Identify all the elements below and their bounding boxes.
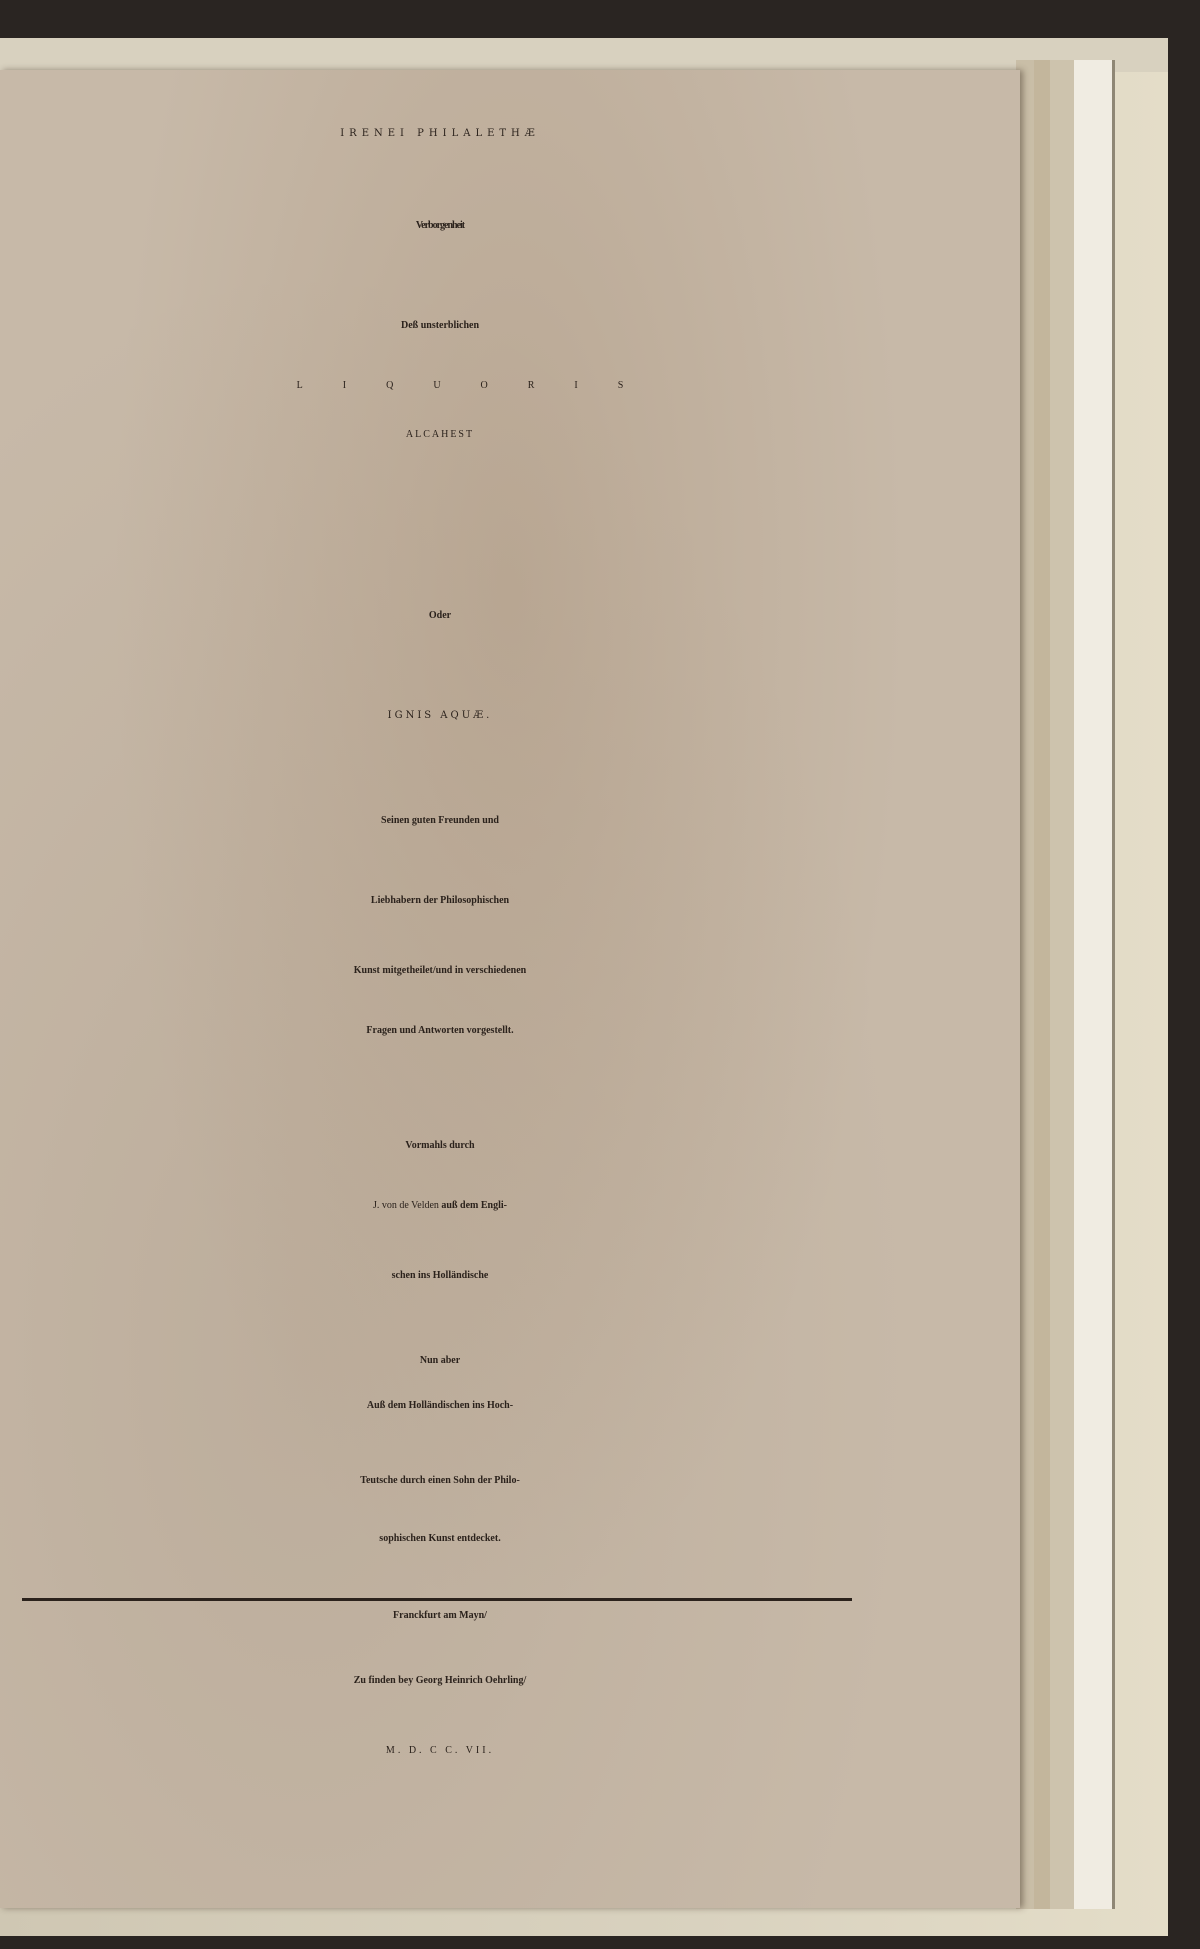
- ignis-aquae-line: IGNIS AQUÆ.: [387, 710, 493, 721]
- page-edge: [1050, 60, 1076, 1909]
- mount-top-edge: [0, 38, 1168, 72]
- translator-line: [0, 1200, 880, 1211]
- imprint-year: M. D. C C. VII.: [385, 1745, 495, 1756]
- subtitle-line: Deß unsterblichen: [400, 320, 480, 331]
- imprint-divider: [22, 1598, 852, 1601]
- title-page: [0, 70, 1020, 1908]
- imprint-place: Franckfurt am Mayn/: [393, 1610, 487, 1621]
- nun-aber-line: Nun aber: [419, 1355, 461, 1366]
- oder-line: Oder: [428, 610, 452, 621]
- liquoris-line: LIQUORIS: [296, 380, 664, 391]
- alcahest-heading: ALCAHEST: [405, 429, 475, 440]
- vormahls-line: Vormahls durch: [405, 1140, 475, 1151]
- auss-line: Auß dem Holländischen ins Hoch-: [366, 1400, 514, 1411]
- dedication-line-4: Fragen und Antworten vorgestellt.: [366, 1025, 514, 1036]
- translator-rest: auß dem Engli-: [441, 1200, 507, 1211]
- dedication-line-3: Kunst mitgetheilet/und in verschiedenen: [353, 965, 527, 976]
- imprint-publisher: Zu finden bey Georg Heinrich Oehrling/: [353, 1675, 527, 1686]
- sophischen-line: sophischen Kunst entdecket.: [379, 1533, 501, 1544]
- page-edge: [1074, 60, 1115, 1909]
- teutsche-line: Teutsche durch einen Sohn der Philo-: [360, 1475, 520, 1486]
- title-word: Verborgenheit: [415, 220, 465, 231]
- translator-name: J. von de Velden: [373, 1200, 439, 1211]
- dedication-line-1: Seinen guten Freunden und: [381, 815, 499, 826]
- hollaendisch-line: schen ins Holländische: [391, 1270, 489, 1281]
- author-line: IRENEI PHILALETHÆ: [340, 128, 540, 139]
- dedication-line-2: Liebhabern der Philosophischen: [370, 895, 510, 906]
